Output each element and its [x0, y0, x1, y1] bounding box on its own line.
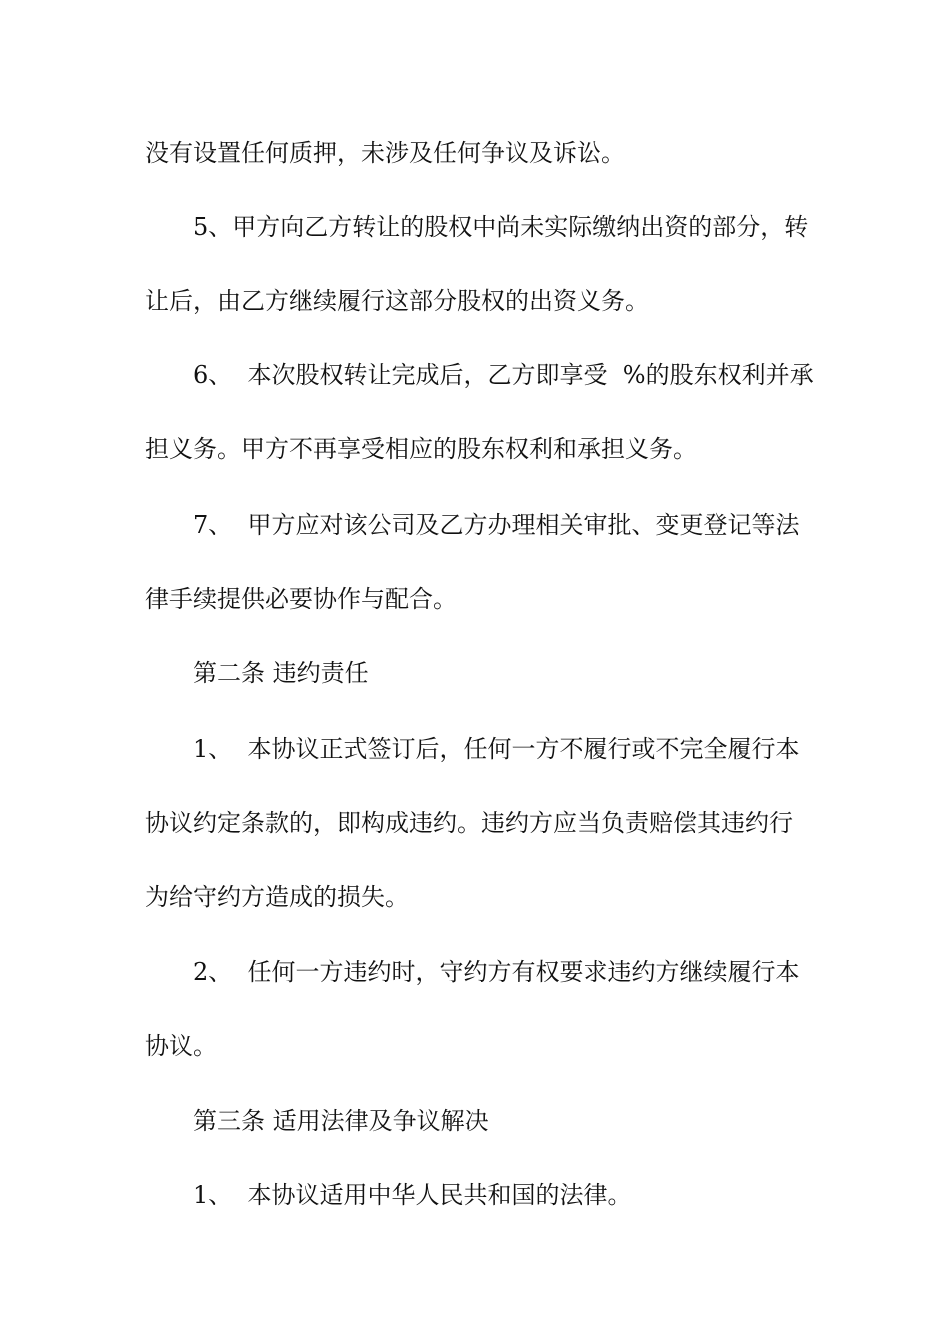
article-2-clause-2-line: 2、 任何一方违约时，守约方有权要求违约方继续履行本: [193, 958, 800, 986]
paragraph-line: 协议约定条款的，即构成违约。违约方应当负责赔偿其违约行: [145, 809, 793, 837]
paragraph-line: 律手续提供必要协作与配合。: [145, 585, 457, 613]
clause-7-line: 7、 甲方应对该公司及乙方办理相关审批、变更登记等法: [193, 511, 800, 539]
paragraph-line: 让后，由乙方继续履行这部分股权的出资义务。: [145, 287, 649, 315]
clause-6-line: 6、 本次股权转让完成后，乙方即享受 %的股东权利并承: [193, 361, 814, 389]
clause-5-line: 5、甲方向乙方转让的股权中尚未实际缴纳出资的部分，转: [193, 213, 809, 241]
paragraph-line: 担义务。甲方不再享受相应的股东权利和承担义务。: [145, 435, 697, 463]
paragraph-line: 没有设置任何质押，未涉及任何争议及诉讼。: [145, 139, 625, 167]
article-2-heading: 第二条 违约责任: [193, 659, 369, 687]
article-2-clause-1-line: 1、 本协议正式签订后，任何一方不履行或不完全履行本: [193, 735, 800, 763]
article-3-clause-1-line: 1、 本协议适用中华人民共和国的法律。: [193, 1181, 632, 1209]
paragraph-line: 为给守约方造成的损失。: [145, 883, 409, 911]
article-3-heading: 第三条 适用法律及争议解决: [193, 1107, 489, 1135]
paragraph-line: 协议。: [145, 1032, 217, 1060]
